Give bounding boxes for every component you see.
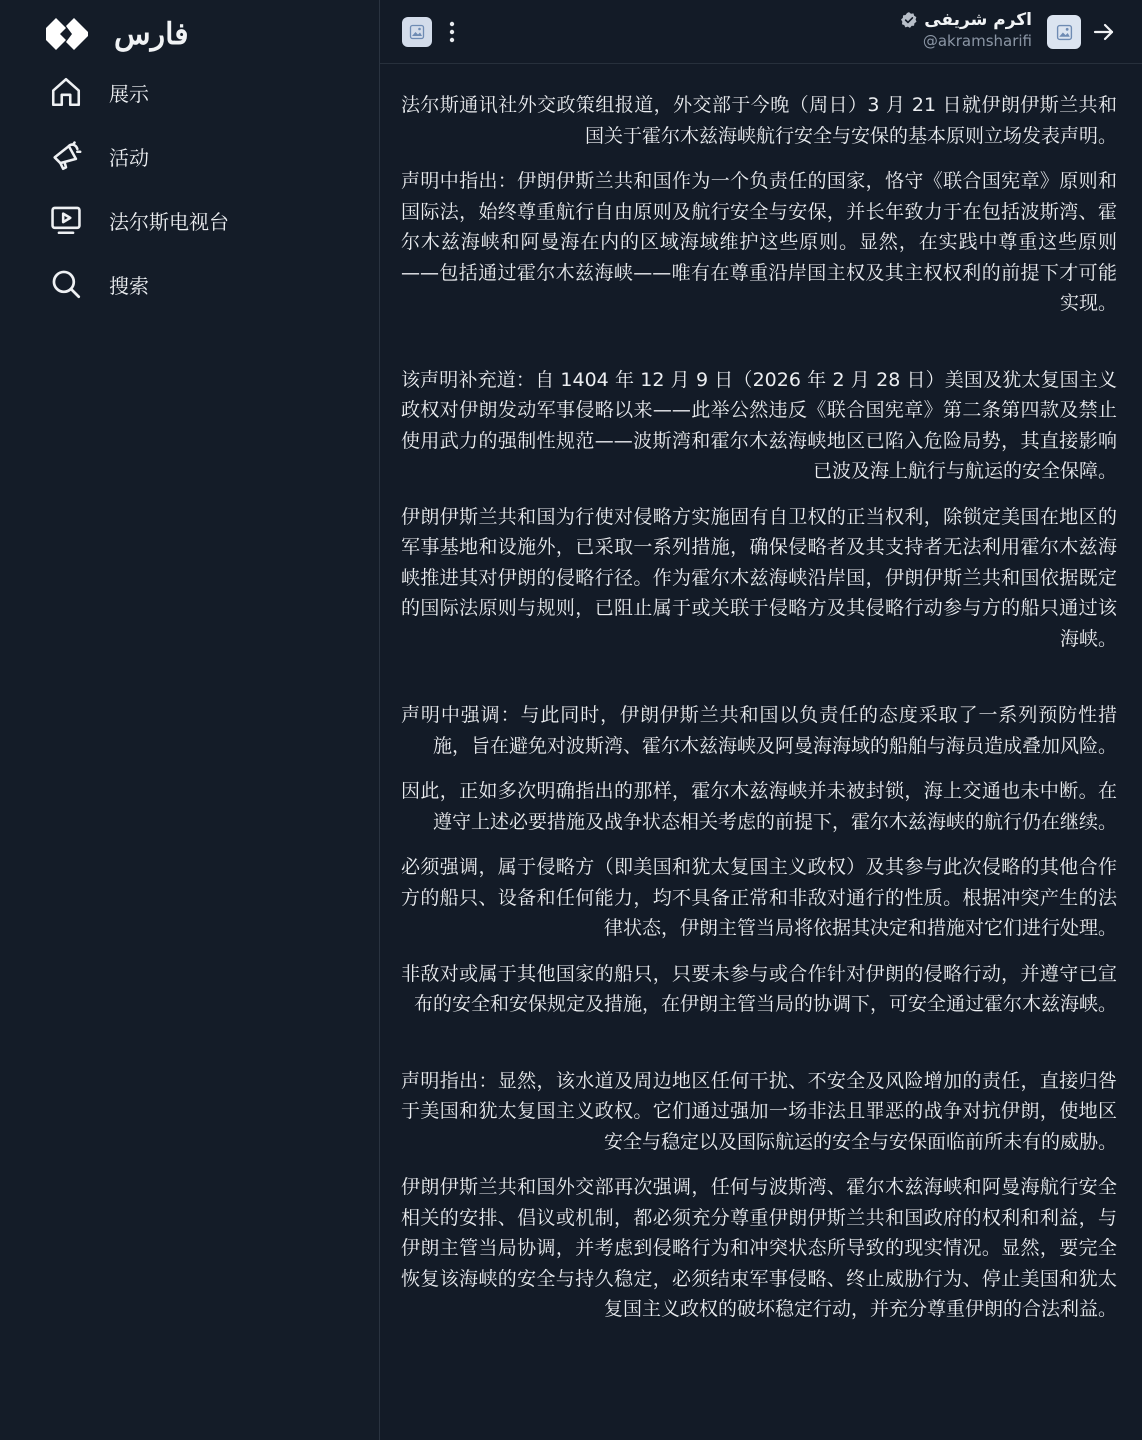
paragraph: 因此，正如多次明确指出的那样，霍尔木兹海峡并未被封锁，海上交通也未中断。在遵守上述必要措施及战争状态相关考虑的前提下，霍尔木兹海峡的航行仍在继续。: [401, 780, 1117, 833]
image-placeholder-icon: [409, 24, 425, 40]
verified-badge-icon: [900, 11, 918, 29]
paragraph: 声明指出：显然，该水道及周边地区任何干扰、不安全及风险增加的责任，直接归咎于美国和犹太复国主义政权。它们通过强加一场非法且罪恶的战争对抗伊朗，使地区安全与稳定以及国际航运的安全与安保面临前所未有的威胁。: [401, 1069, 1117, 1153]
sidebar-item-fars-tv[interactable]: [48, 188, 229, 252]
image-placeholder-icon: [1056, 24, 1073, 41]
post-body: [401, 90, 1117, 1325]
sidebar-nav: [48, 68, 229, 316]
paragraph: 伊朗伊斯兰共和国外交部再次强调，任何与波斯湾、霍尔木兹海峡和阿曼海航行安全相关的安排、倡议或机制，都必须充分尊重伊朗伊斯兰共和国政府的权利和利益，与伊朗主管当局协调，并考虑到侵略行为和冲突状态所导致的现实情况。显然，要完全恢复该海峡的安全与持久稳定，必须结束军事侵略、终止威胁行为、停止美国和犹太复国主义政权的破坏稳定行动，并充分尊重伊朗的合法利益。: [401, 1176, 1117, 1320]
paragraph: 必须强调，属于侵略方（即美国和犹太复国主义政权）及其参与此次侵略的其他合作方的船只、设备和任何能力，均不具备正常和非敌对通行的性质。根据冲突产生的法律状态，伊朗主管当局将依据其决定和措施对它们进行处理。: [401, 856, 1117, 939]
more-options-button[interactable]: [442, 18, 462, 46]
sidebar: [0, 0, 380, 1440]
back-button[interactable]: [1088, 16, 1120, 48]
author-block[interactable]: [900, 9, 1032, 51]
more-vertical-icon: [449, 21, 455, 43]
arrow-right-icon: [1092, 20, 1116, 44]
post-header: [380, 0, 1142, 64]
sidebar-item-label: 活动: [109, 145, 149, 170]
sidebar-item-home[interactable]: [48, 60, 229, 124]
author-name-row: [900, 9, 1032, 31]
sidebar-item-label: 展示: [109, 81, 149, 106]
paragraph: 法尔斯通讯社外交政策组报道，外交部于今晚（周日）3 月 21 日就伊朗伊斯兰共和国关于霍尔木兹海峡航行安全与安保的基本原则立场发表声明。: [401, 94, 1117, 147]
megaphone-icon: [48, 138, 84, 174]
fars-logo-mark-icon: [44, 16, 90, 52]
main-content: [380, 0, 1142, 1440]
author-name: اکرم شریفی: [924, 10, 1032, 30]
tv-play-icon: [48, 202, 84, 238]
home-icon: [48, 74, 84, 110]
sidebar-item-label: 搜索: [109, 273, 149, 298]
post-thumbnail[interactable]: [402, 17, 432, 47]
paragraph: 声明中指出：伊朗伊斯兰共和国作为一个负责任的国家，恪守《联合国宪章》原则和国际法，始终尊重航行自由原则及航行安全与安保，并长年致力于在包括波斯湾、霍尔木兹海峡和阿曼海在内的区域海域维护这些原则。显然，在实践中尊重这些原则——包括通过霍尔木兹海峡——唯有在尊重沿岸国主权及其主权权利的前提下才可能实现。: [401, 170, 1117, 314]
search-icon: [48, 266, 84, 302]
sidebar-item-search[interactable]: [48, 252, 229, 316]
fars-logo[interactable]: [44, 14, 189, 54]
paragraph: 非敌对或属于其他国家的船只，只要未参与或合作针对伊朗的侵略行动，并遵守已宣布的安全和安保规定及措施，在伊朗主管当局的协调下，可安全通过霍尔木兹海峡。: [401, 962, 1117, 1015]
author-avatar[interactable]: [1047, 15, 1081, 49]
paragraph: 声明中强调：与此同时，伊朗伊斯兰共和国以负责任的态度采取了一系列预防性措施，旨在避免对波斯湾、霍尔木兹海峡及阿曼海海域的船舶与海员造成叠加风险。: [401, 704, 1117, 757]
paragraph: 伊朗伊斯兰共和国为行使对侵略方实施固有自卫权的正当权利，除锁定美国在地区的军事基地和设施外，已采取一系列措施，确保侵略者及其支持者无法利用霍尔木兹海峡推进其对伊朗的侵略行径。作为霍尔木兹海峡沿岸国，伊朗伊斯兰共和国依据既定的国际法原则与规则，已阻止属于或关联于侵略方及其侵略行动参与方的船只通过该海峡。: [401, 505, 1117, 650]
author-handle: @akramsharifi: [922, 32, 1032, 50]
sidebar-item-label: 法尔斯电视台: [109, 209, 229, 234]
paragraph: 该声明补充道：自 1404 年 12 月 9 日（2026 年 2 月 28 日）美国及犹太复国主义政权对伊朗发动军事侵略以来——此举公然违反《联合国宪章》第二条第四款及禁止使用武力的强制性规范——波斯湾和霍尔木兹海峡地区已陷入危险局势，其直接影响已波及海上航行与航运的安全保障。: [401, 368, 1117, 482]
logo-text: فارس: [114, 16, 189, 52]
sidebar-item-activity[interactable]: [48, 124, 229, 188]
